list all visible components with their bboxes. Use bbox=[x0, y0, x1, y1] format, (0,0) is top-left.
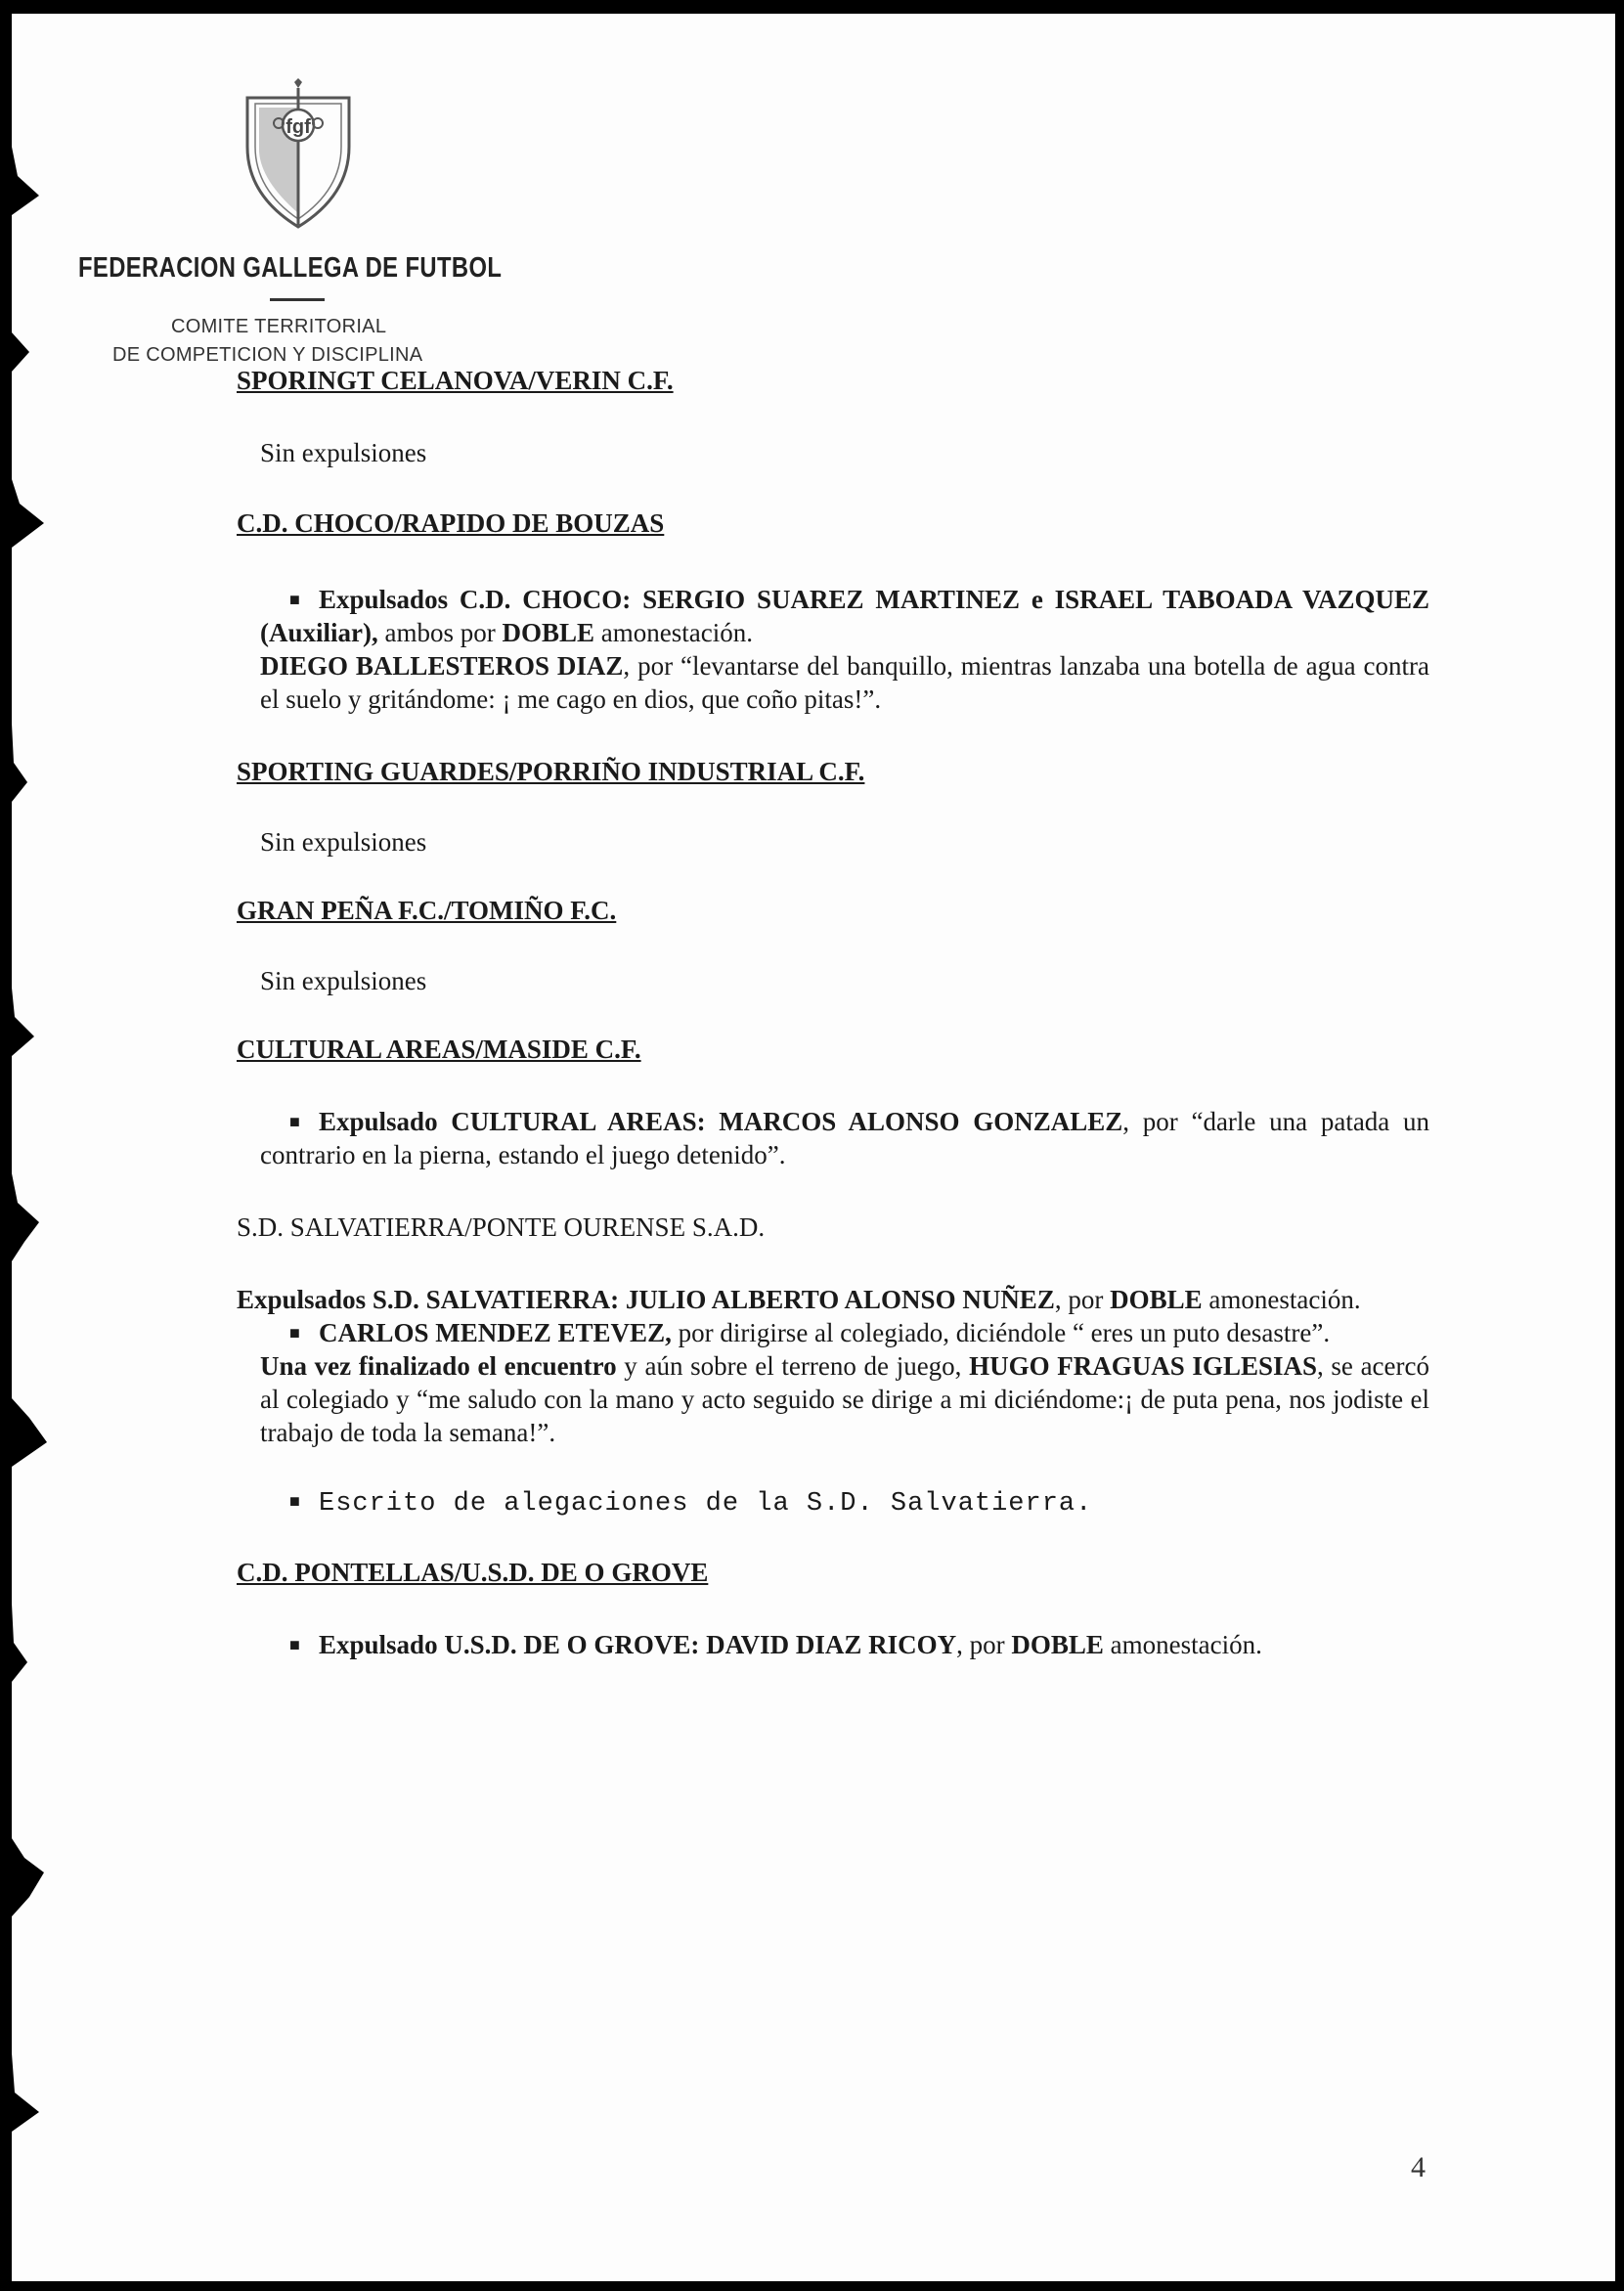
square-bullet-icon: ■ bbox=[289, 1635, 300, 1654]
org-name: FEDERACION GALLEGA DE FUTBOL bbox=[78, 252, 503, 284]
match-title: S.D. SALVATIERRA/PONTE OURENSE S.A.D. bbox=[237, 1212, 766, 1242]
square-bullet-icon: ■ bbox=[289, 590, 300, 609]
match-title: SPORINGT CELANOVA/VERIN C.F. bbox=[237, 366, 674, 395]
document-body bbox=[237, 364, 1429, 1661]
square-bullet-icon: ■ bbox=[289, 1112, 300, 1131]
svg-text:fgf: fgf bbox=[285, 116, 311, 138]
committee-line2: DE COMPETICION Y DISCIPLINA bbox=[112, 344, 423, 366]
match-result: Sin expulsiones bbox=[260, 827, 427, 857]
page-number: 4 bbox=[1411, 2151, 1426, 2183]
letterhead-divider bbox=[270, 298, 325, 301]
expulsion-entry: ■ Expulsado U.S.D. DE O GROVE: DAVID DIAZ RICOY, por DOBLE amonestación. bbox=[289, 1630, 1262, 1659]
allegations-note: ■ Escrito de alegaciones de la S.D. Salvatierra. bbox=[237, 1484, 1429, 1520]
expulsion-entry: ■ Expulsado CULTURAL AREAS: MARCOS ALONSO GONZALEZ, por “darle una patada un contrario en la pierna, estando el juego detenido”. bbox=[260, 1107, 1429, 1169]
incident-entry: Una vez finalizado el encuentro y aún sobre el terreno de juego, HUGO FRAGUAS IGLESIAS, se acercó al colegiado y “me saludo con la mano y acto seguido se dirige a mi diciéndome:¡ de puta pena, nos jodiste el trabajo de toda la semana!”. bbox=[260, 1351, 1429, 1447]
match-result: Sin expulsiones bbox=[260, 966, 427, 995]
match-title: GRAN PEÑA F.C./TOMIÑO F.C. bbox=[237, 896, 617, 925]
match-title: CULTURAL AREAS/MASIDE C.F. bbox=[237, 1035, 641, 1064]
square-bullet-icon: ■ bbox=[289, 1323, 300, 1343]
expulsion-entry: Expulsados S.D. SALVATIERRA: JULIO ALBERTO ALONSO NUÑEZ, por DOBLE amonestación. bbox=[237, 1285, 1361, 1314]
committee-line1: COMITE TERRITORIAL bbox=[171, 316, 387, 337]
expulsion-entry: ■ Expulsados C.D. CHOCO: SERGIO SUAREZ MARTINEZ e ISRAEL TABOADA VAZQUEZ (Auxiliar), ambos por DOBLE amonestación. bbox=[260, 585, 1429, 647]
federation-crest-icon bbox=[240, 78, 357, 235]
square-bullet-icon: ■ bbox=[289, 1491, 300, 1511]
incident-entry: DIEGO BALLESTEROS DIAZ, por “levantarse del banquillo, mientras lanzaba una botella de agua contra el suelo y gritándome: ¡ me cago en dios, que coño pitas!”. bbox=[260, 651, 1429, 714]
match-result: Sin expulsiones bbox=[260, 438, 427, 467]
expulsion-entry: ■ CARLOS MENDEZ ETEVEZ, por dirigirse al colegiado, diciéndole “ eres un puto desastre”. bbox=[289, 1318, 1331, 1347]
match-title: C.D. CHOCO/RAPIDO DE BOUZAS bbox=[237, 508, 665, 538]
match-title: C.D. PONTELLAS/U.S.D. DE O GROVE bbox=[237, 1558, 709, 1587]
match-title: SPORTING GUARDES/PORRIÑO INDUSTRIAL C.F. bbox=[237, 757, 865, 786]
